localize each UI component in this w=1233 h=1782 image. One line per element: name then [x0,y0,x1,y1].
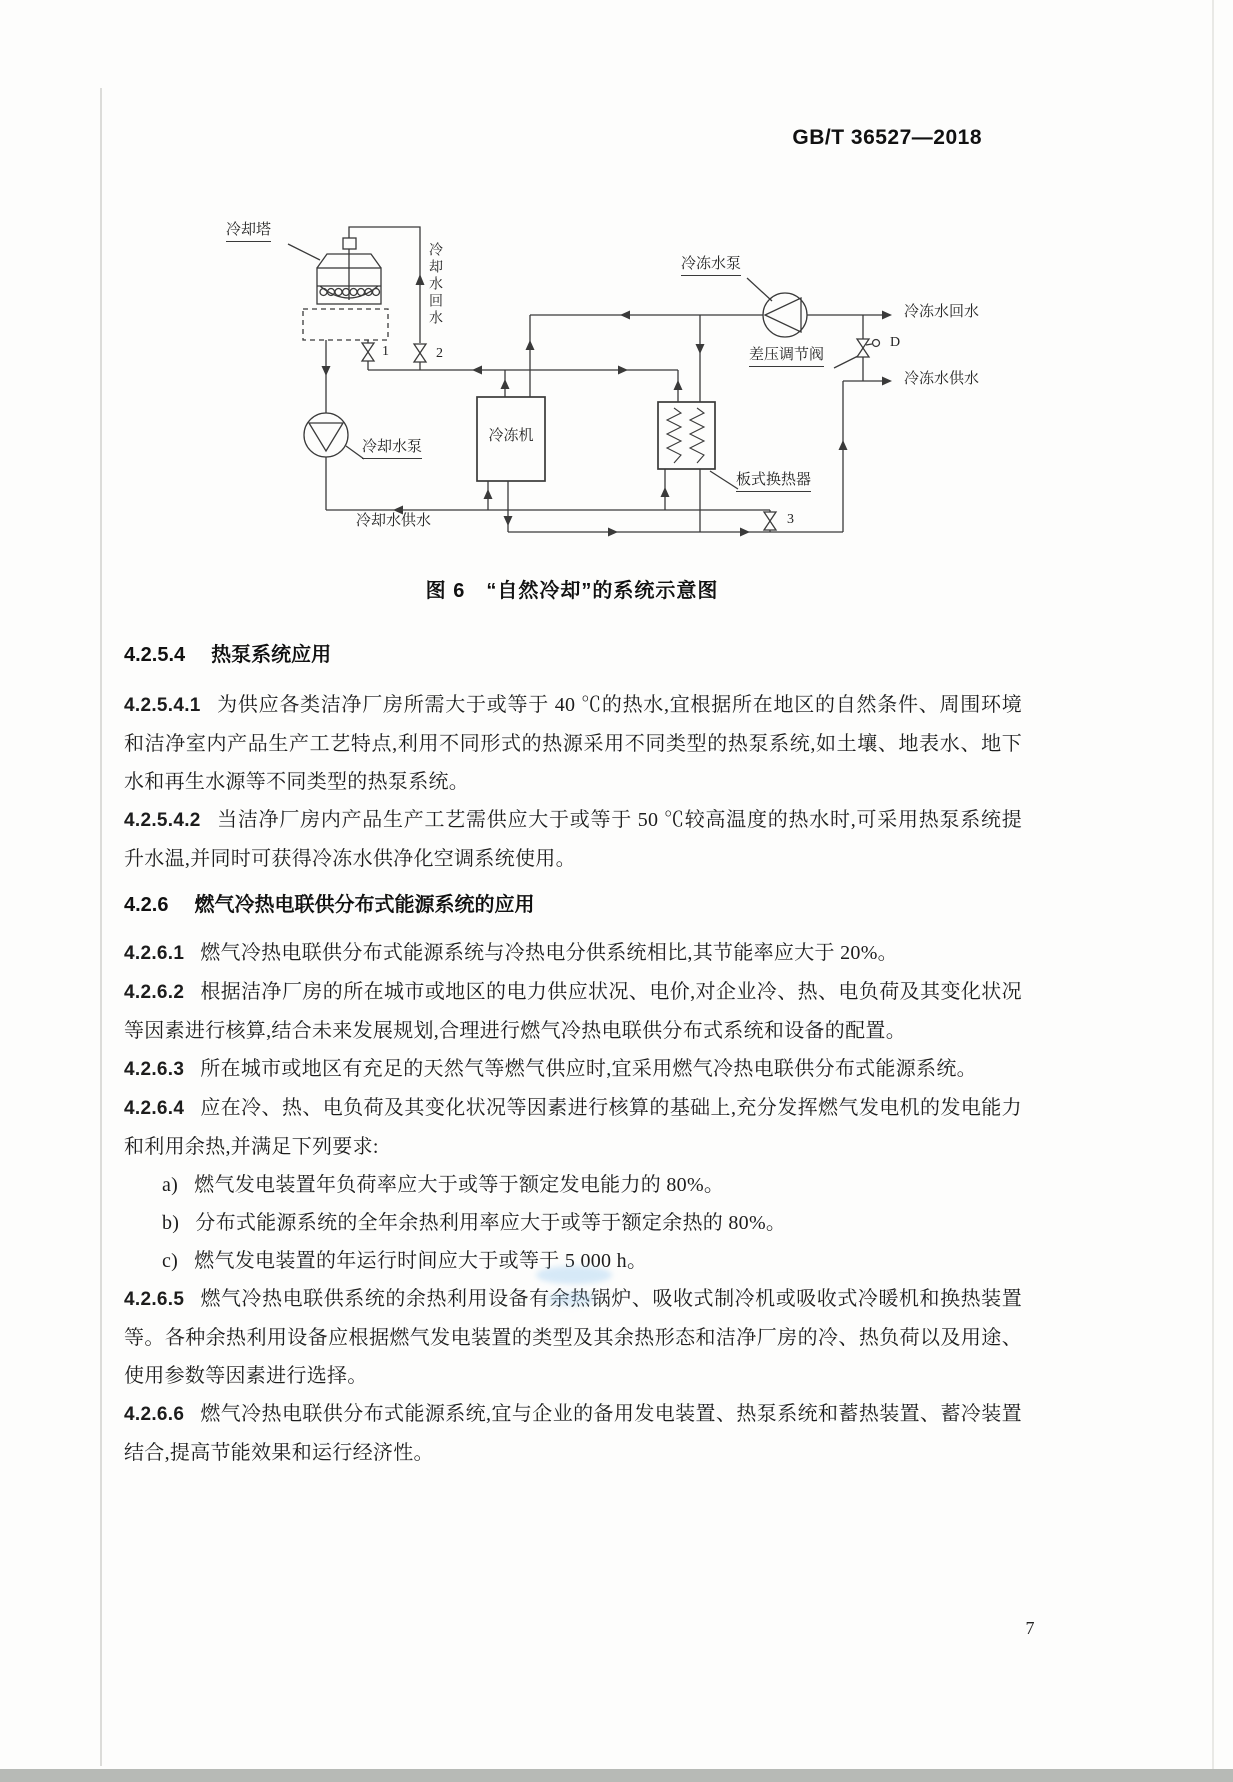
label-cooling-pump: 冷却水泵 [362,439,422,459]
clause-text: 燃气冷热电联供系统的余热利用设备有余热锅炉、吸收式制冷机或吸收式冷暖机和换热装置等。各种余热利用设备应根据燃气发电装置的类型及其余热形态和洁净厂房的冷、热负荷以及用途、使用参数等因素进行选择。 [124,1288,1022,1387]
clause-number: 4.2.6.4 [124,1098,185,1119]
clause-text: 所在城市或地区有充足的天然气等燃气供应时,宜采用燃气冷热电联供分布式能源系统。 [200,1058,977,1080]
label-chilled-return: 冷冻水回水 [904,304,980,320]
clause-4-2-5-4-1 [124,686,1022,801]
dp-valve-icon [857,339,880,357]
clause-number: 4.2.5.4.2 [124,810,201,831]
scan-edge-line [1212,0,1214,1769]
list-text: 燃气发电装置年负荷率应大于或等于额定发电能力的 80%。 [194,1174,725,1196]
clause-text: 燃气冷热电联供分布式能源系统与冷热电分供系统相比,其节能率应大于 20%。 [200,942,898,964]
list-text: 分布式能源系统的全年余热利用率应大于或等于额定余热的 80%。 [195,1212,787,1234]
page-number: 7 [1025,1618,1035,1638]
valve-1-icon [362,343,374,361]
clause-number: 4.2.5.4 [124,644,186,666]
list-marker: c) [162,1250,179,1272]
cooling-pump-icon [304,413,348,457]
scan-watermark [536,1266,612,1284]
clause-text: 应在冷、热、电负荷及其变化状况等因素进行核算的基础上,充分发挥燃气发电机的发电能力和利用余热,并满足下列要求: [124,1097,1022,1158]
scan-edge-bar [0,1769,1233,1782]
clause-number: 4.2.5.4.1 [124,695,201,716]
list-text: 燃气发电装置的年运行时间应大于或等于 5 000 h。 [194,1250,648,1272]
clause-number: 4.2.6.3 [124,1059,185,1080]
clause-4-2-6-1 [124,934,1022,973]
valve-3-number: 3 [787,512,794,527]
label-chilled-pump: 冷冻水泵 [681,256,741,276]
clause-4-2-5-4-2 [124,801,1022,878]
clause-text: 燃气冷热电联供分布式能源系统,宜与企业的备用发电装置、热泵系统和蓄热装置、蓄冷装置结合,提高节能效果和运行经济性。 [124,1403,1022,1464]
clause-number: 4.2.6.6 [124,1404,185,1425]
clause-title: 热泵系统应用 [211,644,332,666]
tower-riser-pipe [349,227,420,343]
clause-4-2-6-6 [124,1395,1022,1472]
clause-number: 4.2.6.5 [124,1289,185,1310]
section-heading-4-2-6 [124,890,1022,920]
diagram-geometry [150,182,1012,552]
leader-dp-valve [834,356,858,368]
label-plate-hx: 板式换热器 [736,472,811,492]
label-chiller: 冷冻机 [488,428,534,444]
clause-text: 根据洁净厂房的所在城市或地区的电力供应状况、电价,对企业冷、热、电负荷及其变化状况等因素进行核算,结合未来发展规划,合理进行燃气冷热电联供分布式系统和设备的配置。 [124,981,1022,1042]
plate-hx-icon [658,402,715,469]
label-cooling-supply: 冷却水供水 [356,513,432,529]
valve-2-icon [414,344,426,362]
label-tower-riser: 冷却水回水 [427,242,442,327]
list-marker: b) [162,1212,180,1234]
clause-4-2-6-4 [124,1089,1022,1166]
list-marker: a) [162,1174,179,1196]
figure-6-diagram [150,182,1012,552]
figure-caption: 图 6 “自然冷却”的系统示意图 [425,580,719,602]
clause-number: 4.2.6.1 [124,943,185,964]
label-dp-valve: 差压调节阀 [749,347,824,367]
label-cooling-tower: 冷却塔 [226,222,271,242]
body-text [124,640,1022,1472]
valve-2-number: 2 [436,346,443,361]
leader-cooling-tower [288,244,320,260]
section-heading-4-2-5-4 [124,640,1022,670]
clause-text: 为供应各类洁净厂房所需大于或等于 40 ℃的热水,宜根据所在地区的自然条件、周围环境和洁净室内产品生产工艺特点,利用不同形式的热源采用不同类型的热泵系统,如土壤、地表水、地下水和再生水源等不同类型的热泵系统。 [124,694,1022,793]
valve-3-icon [764,512,776,530]
list-item-b [124,1204,1022,1242]
scan-edge-line [100,88,102,1766]
clause-number: 4.2.6.2 [124,982,185,1003]
label-chilled-supply: 冷冻水供水 [904,371,980,387]
valve-1-number: 1 [382,344,389,359]
clause-title: 燃气冷热电联供分布式能源系统的应用 [194,894,535,916]
scan-watermark [545,1292,597,1306]
standard-number: GB/T 36527—2018 [792,126,982,149]
leader-chilled-pump [747,278,772,301]
clause-number: 4.2.6 [124,894,169,916]
leader-plate-hx [710,471,738,489]
cooling-tower-icon [303,238,388,340]
clause-4-2-6-2 [124,973,1022,1050]
dp-valve-letter: D [890,335,901,350]
list-item-a [124,1166,1022,1204]
clause-4-2-6-3 [124,1050,1022,1089]
clause-text: 当洁净厂房内产品生产工艺需供应大于或等于 50 ℃较高温度的热水时,可采用热泵系统提升水温,并同时可获得冷冻水供净化空调系统使用。 [124,809,1022,870]
